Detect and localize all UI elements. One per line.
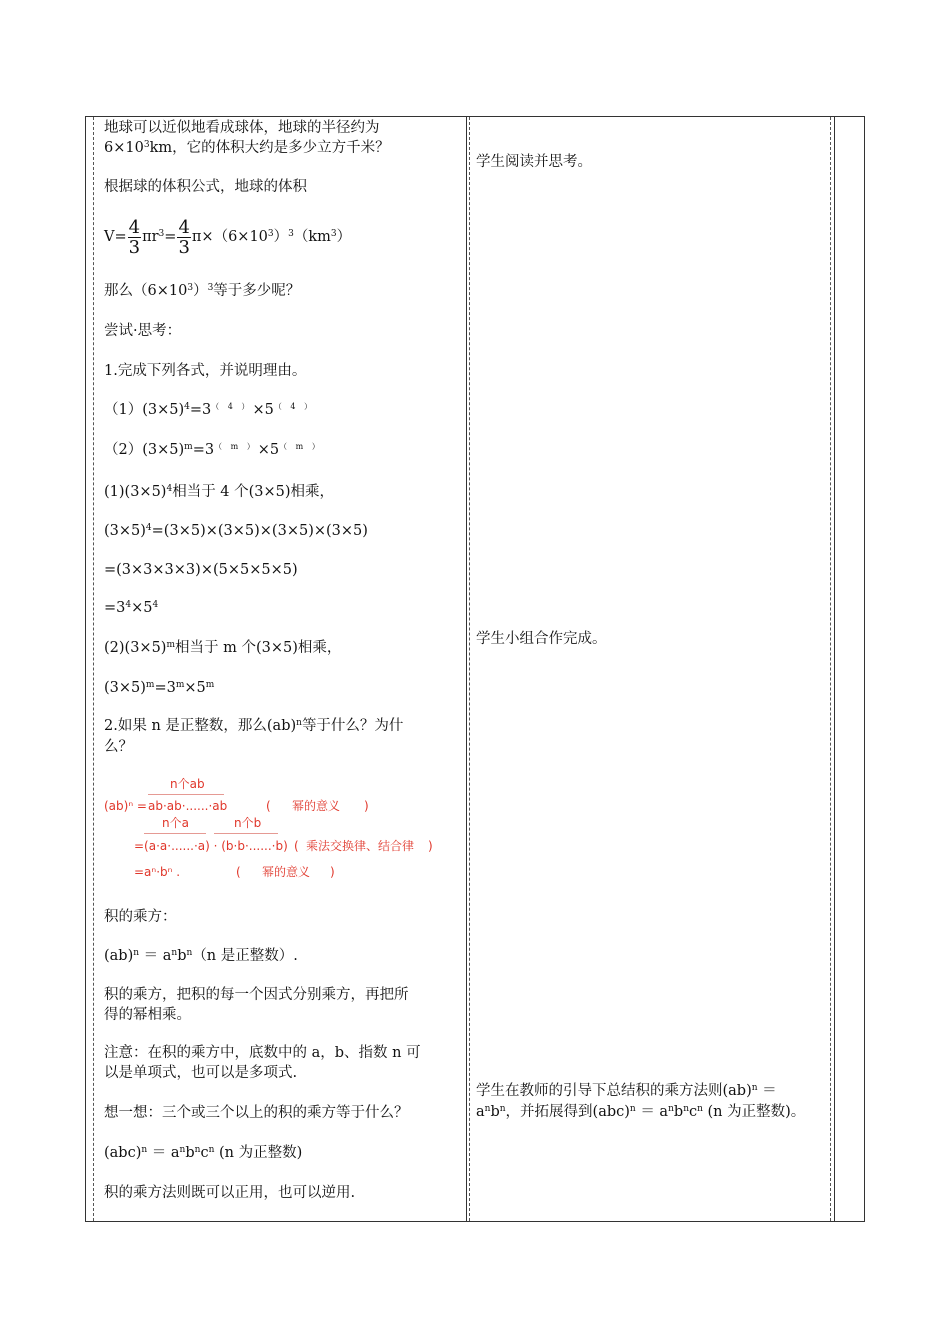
activity-read: 学生阅读并思考。 [476, 154, 592, 170]
fraction-4-3: $\frac{4}{3}$ [128, 216, 141, 258]
derivation-line-2-close: ) [428, 839, 433, 853]
rule-formula: $(ab)^n = a^nb^n(n$ 是正整数）. [104, 948, 298, 964]
abc-formula: $(abc)^n = a^nb^nc^n$ (n 为正整数) [104, 1145, 303, 1161]
think-question: 想一想：三个或三个以上的积的乘方等于什么？ [104, 1105, 409, 1121]
brace-line-a [144, 833, 206, 834]
n-a-label: n个a [162, 816, 189, 830]
note-1: 注意：在积的乘方中，底数中的 a，b、指数 n 可 [104, 1045, 421, 1061]
derivation-line-1-close: ) [364, 799, 369, 813]
volume-formula: V= $\frac{4}{3}$ $\pi r^3=$ $\frac{4}{3}$ $\pi\times(6\times 10^3)^3(km^3)$ [104, 216, 352, 258]
activity-summary-1: 学生在教师的引导下总结积的乘方法则(ab)$^n$ ＝ [476, 1083, 777, 1099]
activity-group: 学生小组合作完成。 [476, 631, 607, 647]
column-dashed-divider-2 [830, 117, 831, 1221]
derivation-line-1-expr: ab·ab·......·ab [148, 799, 228, 813]
activity-summary-2: $a^nb^n$，并拓展得到$(abc)^n = a^nb^nc^n$ (n 为正整数)。 [476, 1104, 806, 1120]
rule-desc-2: 得的幂相乘。 [104, 1007, 191, 1023]
intro-line-1: 地球可以近似地看成球体，地球的半径约为 [104, 120, 380, 136]
reason-6: $(3\times 5)^m=3^m\times 5^m$ [104, 680, 215, 696]
intro-line-2: $6\times 10^3km$，它的体积大约是多少立方千米？ [104, 140, 390, 156]
column-dashed-divider [469, 117, 470, 1221]
exercise-1: $(1)(3\times 5)^4=3^{( 4 )}\times 5^{( 4 )}$ [104, 402, 315, 418]
task-2-line-2: 么？ [104, 739, 133, 755]
derivation-line-2-reason: 乘法交换律、结合律 [306, 839, 415, 853]
exercise-2: $(2)(3\times 5)^m=3^{( m )}\times 5^{( m )}$ [104, 442, 323, 458]
derivation-line-3-close: ) [330, 865, 335, 879]
brace-line-b [214, 833, 278, 834]
derivation-line-2-expr: =(a·a·......·a) · (b·b·......·b) [134, 839, 288, 853]
n-b-label: n个b [234, 816, 262, 830]
note-2: 以是单项式，也可以是多项式. [104, 1065, 298, 1081]
derivation-line-3-open: ( [236, 865, 241, 879]
question-line: 那么$(6\times 10^3)^3$等于多少呢？ [104, 283, 301, 299]
formula-intro: 根据球的体积公式，地球的体积 [104, 179, 307, 195]
reason-1: $(1)(3\times 5)^4$相当于 4 个(3×5)相乘， [104, 484, 335, 500]
task-2-line-1: 2.如果 n 是正整数，那么(ab)$^n$等于什么？为什 [104, 718, 404, 734]
derivation-line-3-expr: =aⁿ·bⁿ . [134, 865, 181, 879]
column-divider [466, 117, 467, 1221]
derivation-line-1-left: (ab)ⁿ = [104, 799, 147, 813]
reason-3: =(3×3×3×3)×(5×5×5×5) [104, 562, 298, 578]
task-1: 1.完成下列各式，并说明理由。 [104, 363, 307, 379]
derivation-line-3-reason: 幂的意义 [262, 865, 311, 879]
column-divider-2 [834, 117, 835, 1221]
final-note: 积的乘方法则既可以正用，也可以逆用. [104, 1185, 356, 1201]
reason-4: $=3^4\times 5^4$ [104, 600, 159, 616]
reason-5: $(2)(3\times 5)^m$相当于 m 个(3×5)相乘， [104, 640, 342, 656]
rule-title: 积的乘方： [104, 909, 177, 925]
derivation-line-2-open: ( [294, 839, 299, 853]
try-think-heading: 尝试·思考： [104, 323, 182, 339]
reason-2: $(3\times 5)^4=(3\times 5)\times(3\times 5)\times(3\times 5)\times(3\times 5)$ [104, 523, 368, 539]
derivation-line-1-open: ( [266, 799, 271, 813]
fraction-4-3-b: $\frac{4}{3}$ [178, 216, 190, 258]
left-dashed-border [93, 117, 94, 1221]
brace-line-ab [148, 794, 224, 795]
n-ab-label: n个ab [170, 777, 205, 791]
derivation-line-1-reason: 幂的意义 [292, 799, 341, 813]
rule-desc-1: 积的乘方，把积的每一个因式分别乘方，再把所 [104, 987, 409, 1003]
